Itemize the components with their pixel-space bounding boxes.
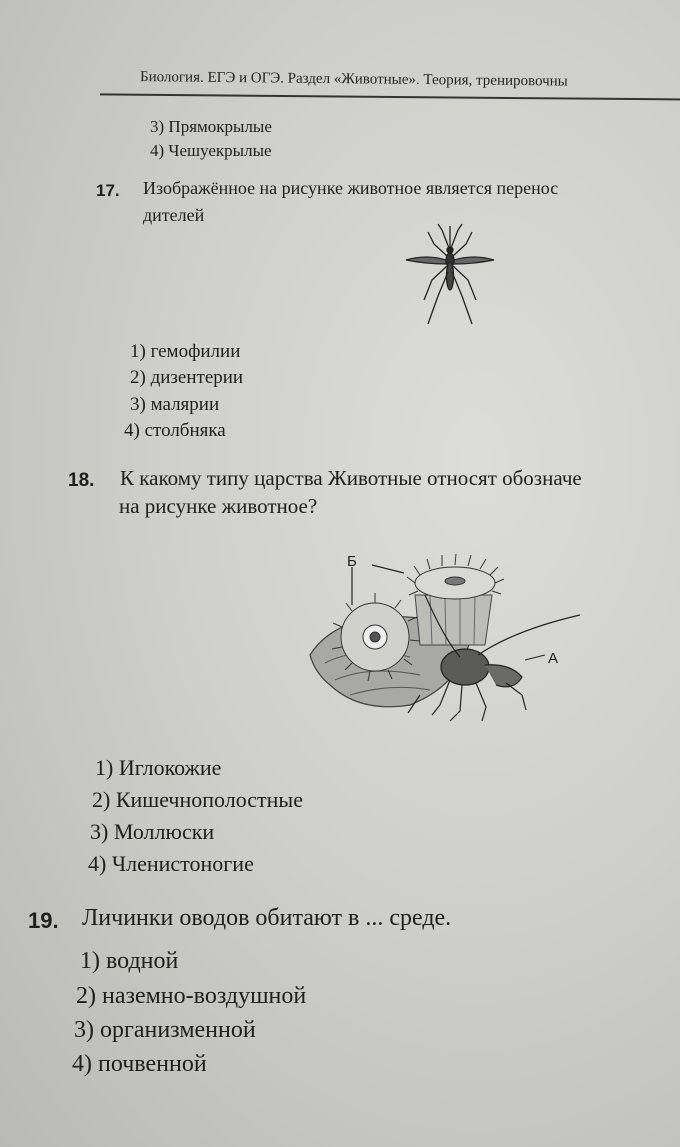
- q19-option-2: 2) наземно-воздушной: [76, 983, 307, 1009]
- q18-option-2: 2) Кишечнополостные: [92, 787, 303, 812]
- header-divider: [100, 93, 680, 100]
- q18-number: 18.: [68, 470, 95, 491]
- q19-option-3: 3) организменной: [74, 1017, 256, 1043]
- q17-number: 17.: [96, 181, 120, 200]
- q17-text-line2: дителей: [143, 205, 205, 225]
- q19-option-4: 4) почвенной: [72, 1051, 207, 1077]
- q19-text-line1: Личинки оводов обитают в ... среде.: [82, 905, 452, 931]
- q17-option-3: 3) малярии: [130, 394, 220, 415]
- q17-text-line1: Изображённое на рисунке животное является перенос: [143, 178, 559, 198]
- q16-option-3: 3) Прямокрылые: [150, 117, 272, 136]
- q18-text-line1: К какому типу царства Животные относят обозначе: [120, 466, 582, 490]
- q18-option-4: 4) Членистоногие: [88, 851, 254, 876]
- q19-number: 19.: [28, 908, 59, 933]
- q18-option-3: 3) Моллюски: [90, 819, 215, 844]
- label-a: А: [548, 650, 559, 667]
- hermit-crab-illustration: [300, 545, 590, 730]
- q16-option-4: 4) Чешуекрылые: [150, 141, 272, 160]
- q18-option-1: 1) Иглокожие: [95, 755, 222, 780]
- label-b: Б: [347, 553, 357, 570]
- q19-option-1: 1) водной: [80, 948, 179, 974]
- running-header: Биология. ЕГЭ и ОГЭ. Раздел «Животные». Теория, тренировочны: [139, 69, 568, 90]
- q17-option-4: 4) столбняка: [124, 420, 226, 441]
- q18-text-line2: на рисунке животное?: [119, 494, 318, 518]
- mosquito-illustration: [398, 220, 502, 332]
- q17-option-2: 2) дизентерии: [130, 367, 244, 388]
- q17-option-1: 1) гемофилии: [130, 341, 241, 362]
